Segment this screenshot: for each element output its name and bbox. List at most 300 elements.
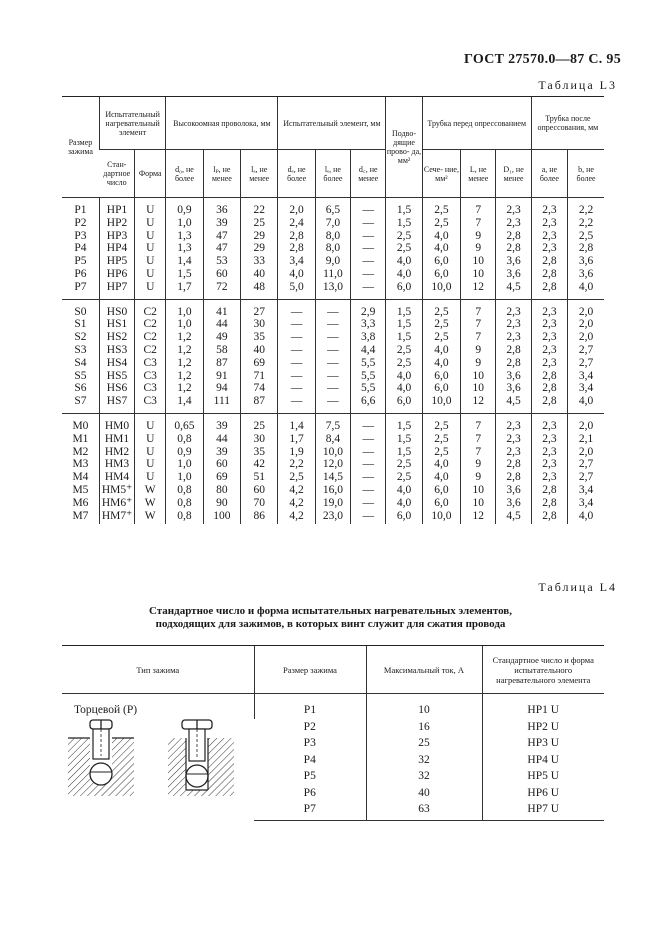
cell-form: W (135, 497, 166, 510)
cell-size: P4 (303, 753, 316, 766)
cell-lead: 1,5 (386, 299, 422, 318)
table-row (62, 458, 604, 471)
cell-a: 2,3 (531, 318, 567, 331)
cell-le: 7,5 (315, 413, 350, 432)
cell-section: 2,5 (422, 198, 460, 217)
cell-form: U (135, 268, 166, 281)
cell-de: — (278, 382, 315, 395)
cell-lead: 6,0 (386, 395, 422, 413)
cell-form: U (135, 198, 166, 217)
table-l4-label: Таблица L4 (538, 580, 617, 594)
table-row (62, 318, 604, 331)
cell-form: U (135, 433, 166, 446)
cell-D1: 2,8 (496, 344, 531, 357)
cell-std-number: HS0 (99, 299, 134, 318)
cell-d0: 1,3 (166, 242, 203, 255)
cell-le: 13,0 (315, 281, 350, 299)
cell-L: 9 (461, 458, 496, 471)
table-row (62, 331, 604, 344)
cell-lp: 39 (203, 217, 240, 230)
cell-lp: 47 (203, 242, 240, 255)
cell-la: 87 (241, 395, 278, 413)
cell-L: 7 (461, 198, 496, 217)
cell-L: 7 (461, 331, 496, 344)
cell-section: 2,5 (422, 413, 460, 432)
cell-dc: 3,3 (351, 318, 386, 331)
cell-dc: — (351, 433, 386, 446)
cell-section: 4,0 (422, 230, 460, 243)
cell-dc: — (351, 497, 386, 510)
cell-b: 2,7 (568, 344, 604, 357)
cell-d0: 1,0 (166, 471, 203, 484)
cell-size: M7 (72, 509, 89, 522)
cell-la: 71 (241, 370, 278, 383)
cell-size: S0 (74, 305, 87, 318)
cell-lead: 2,5 (386, 230, 422, 243)
cell-a: 2,8 (531, 510, 567, 525)
cell-lead: 1,5 (386, 217, 422, 230)
cell-section: 10,0 (422, 510, 460, 525)
cell-size: P1 (254, 694, 366, 719)
cell-de: — (278, 318, 315, 331)
cell-dc: — (351, 242, 386, 255)
cell-de: 1,4 (278, 413, 315, 432)
table-l3-label: Таблица L3 (538, 78, 617, 92)
cell-max-current: 63 (366, 801, 482, 820)
cell-lead: 2,5 (386, 458, 422, 471)
cell-la: 25 (241, 413, 278, 432)
cell-lp: 44 (203, 433, 240, 446)
cell-size: S6 (74, 382, 87, 395)
cell-std-number: HS2 (99, 331, 134, 344)
hdr-L: L, не менее (461, 150, 496, 198)
cell-de: 2,2 (278, 458, 315, 471)
cell-lead: 4,0 (386, 484, 422, 497)
table-row (62, 198, 604, 217)
cell-lp: 44 (203, 318, 240, 331)
cell-L: 10 (461, 484, 496, 497)
cell-la: 29 (241, 242, 278, 255)
cell-dc: 3,8 (351, 331, 386, 344)
cell-lead: 4,0 (386, 268, 422, 281)
cell-le: 10,0 (315, 446, 350, 459)
hdr-D1: D₁, не менее (496, 150, 531, 198)
cell-size: P6 (303, 786, 316, 799)
cell-le: 8,0 (315, 242, 350, 255)
cell-section: 6,0 (422, 255, 460, 268)
cell-de: — (278, 331, 315, 344)
cell-lp: 87 (203, 357, 240, 370)
cell-la: 35 (241, 446, 278, 459)
cell-lp: 91 (203, 370, 240, 383)
table-row (62, 694, 604, 719)
cell-a: 2,8 (531, 370, 567, 383)
cell-form: C3 (135, 395, 166, 413)
cell-le: 12,0 (315, 458, 350, 471)
table-row (62, 382, 604, 395)
cell-std-number: HM7⁺ (99, 510, 134, 525)
table-row (62, 484, 604, 497)
cell-size: M0 (72, 419, 89, 432)
cell-a: 2,3 (531, 217, 567, 230)
cell-lead: 2,5 (386, 242, 422, 255)
cell-dc: — (351, 281, 386, 299)
cell-section: 10,0 (422, 281, 460, 299)
cell-max-current: 25 (366, 735, 482, 752)
hdr-b: b, не более (568, 150, 604, 198)
cell-size: S7 (62, 395, 99, 413)
cell-D1: 2,3 (496, 433, 531, 446)
cell-form: C2 (135, 299, 166, 318)
cell-d0: 0,65 (166, 413, 203, 432)
cell-std-number: HP5 (99, 255, 134, 268)
cell-D1: 4,5 (496, 281, 531, 299)
cell-d0: 1,0 (166, 217, 203, 230)
cell-std-number: HS1 (99, 318, 134, 331)
cell-lp: 60 (203, 268, 240, 281)
cell-std-element: HP4 U (482, 752, 604, 769)
cell-a: 2,3 (531, 242, 567, 255)
cell-std-number: HS7 (99, 395, 134, 413)
cell-b: 4,0 (568, 510, 604, 525)
cell-le: 6,5 (315, 198, 350, 217)
page-header: ГОСТ 27570.0—87 С. 95 (464, 52, 621, 67)
cell-le: — (315, 395, 350, 413)
table-row (62, 344, 604, 357)
hdr-section: Сече- ние, мм² (422, 150, 460, 198)
cell-section: 2,5 (422, 217, 460, 230)
cell-de: 2,0 (278, 198, 315, 217)
cell-L: 9 (461, 242, 496, 255)
cell-size: P1 (74, 204, 87, 216)
cell-size: P2 (74, 216, 87, 229)
cell-lp: 49 (203, 331, 240, 344)
cell-std-number: HM5⁺ (99, 484, 134, 497)
cell-section: 2,5 (422, 331, 460, 344)
cell-section: 2,5 (422, 318, 460, 331)
cell-size: P6 (74, 267, 87, 280)
cell-lead: 2,5 (386, 357, 422, 370)
cell-size: M6 (72, 496, 89, 509)
cell-lp: 100 (203, 510, 240, 525)
cell-lead: 6,0 (386, 281, 422, 299)
cell-lp: 80 (203, 484, 240, 497)
cell-std-number: HS3 (99, 344, 134, 357)
cell-std-number: HM0 (99, 413, 134, 432)
cell-size: P3 (303, 737, 316, 749)
cell-a: 2,3 (531, 230, 567, 243)
cell-size: P5 (303, 770, 316, 782)
cell-lp: 94 (203, 382, 240, 395)
cell-L: 10 (461, 370, 496, 383)
cell-form: W (135, 510, 166, 525)
cell-max-current: 40 (366, 785, 482, 802)
hdr-lp: lₚ, не менее (203, 150, 240, 198)
cell-le: 23,0 (315, 510, 350, 525)
cell-la: 33 (241, 255, 278, 268)
cell-d0: 1,5 (166, 268, 203, 281)
cell-section: 6,0 (422, 484, 460, 497)
cell-L: 9 (461, 344, 496, 357)
cell-dc: — (351, 458, 386, 471)
cell-dc: 2,9 (351, 299, 386, 318)
cell-a: 2,8 (531, 395, 567, 413)
cell-section: 4,0 (422, 357, 460, 370)
cell-le: — (315, 318, 350, 331)
cell-de: — (278, 344, 315, 357)
cell-form: U (135, 230, 166, 243)
cell-d0: 1,2 (166, 357, 203, 370)
cell-form: C2 (135, 331, 166, 344)
cell-std-number: HM6⁺ (99, 497, 134, 510)
cell-dc: 6,6 (351, 395, 386, 413)
cell-la: 22 (241, 198, 278, 217)
cell-dc: — (351, 255, 386, 268)
cell-la: 30 (241, 318, 278, 331)
cell-d0: 1,4 (166, 255, 203, 268)
cell-std-number: HM1 (99, 433, 134, 446)
cell-section: 4,0 (422, 242, 460, 255)
cell-size: M4 (72, 471, 89, 484)
hdr-std-number: Стан- дартное число (99, 150, 134, 198)
cell-lead: 1,5 (386, 433, 422, 446)
cell-a: 2,8 (531, 497, 567, 510)
cell-section: 2,5 (422, 299, 460, 318)
cell-b: 3,6 (568, 268, 604, 281)
cell-section: 2,5 (422, 446, 460, 459)
cell-la: 40 (241, 344, 278, 357)
cell-form: C3 (135, 382, 166, 395)
table-row (62, 471, 604, 484)
cell-b: 2,8 (568, 242, 604, 255)
table-row (62, 299, 604, 318)
cell-a: 2,3 (531, 357, 567, 370)
table-l4 (62, 645, 604, 821)
cell-b: 2,0 (568, 318, 604, 331)
hdr-std-element: Стандартное число и форма испытательного нагревательного элемента (482, 646, 604, 694)
cell-L: 12 (461, 395, 496, 413)
cell-L: 10 (461, 255, 496, 268)
cell-de: 4,2 (278, 484, 315, 497)
cell-lead: 4,0 (386, 382, 422, 395)
cell-std-element: HP7 U (482, 801, 604, 820)
cell-form: U (135, 242, 166, 255)
cell-le: 19,0 (315, 497, 350, 510)
cell-dc: — (351, 217, 386, 230)
cell-D1: 3,6 (496, 268, 531, 281)
cell-la: 35 (241, 331, 278, 344)
cell-D1: 2,3 (496, 446, 531, 459)
cell-size: S5 (74, 369, 87, 382)
cell-de: 2,8 (278, 242, 315, 255)
cell-le: 7,0 (315, 217, 350, 230)
cell-d0: 1,0 (166, 458, 203, 471)
cell-std-number: HM2 (99, 446, 134, 459)
cell-form: C3 (135, 357, 166, 370)
table-row (62, 413, 604, 432)
cell-std-number: HP2 (99, 217, 134, 230)
cell-std-number: HS6 (99, 382, 134, 395)
cell-lp: 58 (203, 344, 240, 357)
cell-le: — (315, 370, 350, 383)
cell-std-element: HP2 U (482, 719, 604, 736)
cell-le: 16,0 (315, 484, 350, 497)
cell-le: — (315, 382, 350, 395)
cell-std-number: HM4 (99, 471, 134, 484)
cell-lp: 69 (203, 471, 240, 484)
cell-b: 2,7 (568, 357, 604, 370)
cell-dc: — (351, 198, 386, 217)
cell-lead: 4,0 (386, 497, 422, 510)
hdr-form: Форма (135, 150, 166, 198)
hdr-lead-wires: Подво- дящие прово- да, мм² (386, 97, 422, 198)
cell-section: 4,0 (422, 471, 460, 484)
cell-a: 2,8 (531, 255, 567, 268)
table-l4-caption-line2: подходящих для зажимов, в которых винт служит для сжатия провода (155, 618, 506, 630)
hdr-wire: Высокоомная проволока, мм (166, 97, 278, 150)
hdr-d0: d₀, не более (166, 150, 203, 198)
cell-std-element: HP6 U (482, 785, 604, 802)
table-l3 (62, 96, 604, 524)
cell-b: 2,0 (568, 299, 604, 318)
cell-std-number: HP1 (99, 198, 134, 217)
cell-de: 3,4 (278, 255, 315, 268)
cell-a: 2,8 (531, 484, 567, 497)
cell-std-number: HS5 (99, 370, 134, 383)
cell-de: — (278, 357, 315, 370)
cell-form: C3 (135, 370, 166, 383)
cell-la: 86 (241, 510, 278, 525)
cell-D1: 2,3 (496, 299, 531, 318)
cell-D1: 3,6 (496, 370, 531, 383)
cell-L: 7 (461, 299, 496, 318)
cell-dc: — (351, 471, 386, 484)
cell-form: C2 (135, 318, 166, 331)
cell-de: — (278, 299, 315, 318)
cell-size: P7 (254, 801, 366, 820)
cell-D1: 4,5 (496, 510, 531, 525)
cell-D1: 2,8 (496, 471, 531, 484)
cell-lp: 53 (203, 255, 240, 268)
table-row (62, 281, 604, 299)
table-l3-body (62, 198, 604, 525)
cell-D1: 4,5 (496, 395, 531, 413)
cell-D1: 2,3 (496, 413, 531, 432)
cell-std-number: HP3 (99, 230, 134, 243)
cell-form: W (135, 484, 166, 497)
cell-la: 25 (241, 217, 278, 230)
cell-a: 2,3 (531, 458, 567, 471)
cell-L: 12 (461, 510, 496, 525)
cell-b: 2,2 (568, 217, 604, 230)
cell-la: 69 (241, 357, 278, 370)
cell-de: 2,4 (278, 217, 315, 230)
cell-L: 7 (461, 413, 496, 432)
cell-size: S1 (74, 318, 87, 331)
cell-de: 2,5 (278, 471, 315, 484)
cell-d0: 0,9 (166, 446, 203, 459)
cell-de: 1,7 (278, 433, 315, 446)
table-row (62, 217, 604, 230)
cell-D1: 2,3 (496, 198, 531, 217)
cell-de: — (278, 395, 315, 413)
cell-size: M5 (72, 483, 89, 496)
cell-le: — (315, 344, 350, 357)
table-row (62, 230, 604, 243)
cell-dc: — (351, 510, 386, 525)
cell-form: U (135, 458, 166, 471)
cell-dc: — (351, 230, 386, 243)
cell-form: U (135, 446, 166, 459)
cell-section: 6,0 (422, 382, 460, 395)
table-row (62, 433, 604, 446)
hdr-tube-after: Трубка после опрессования, мм (531, 97, 604, 150)
cell-a: 2,3 (531, 198, 567, 217)
cell-lead: 2,5 (386, 471, 422, 484)
cell-a: 2,8 (531, 268, 567, 281)
cell-le: 14,5 (315, 471, 350, 484)
cell-max-current: 32 (366, 752, 482, 769)
table-row (62, 268, 604, 281)
hdr-heater: Испытательный нагревательный элемент (99, 97, 165, 150)
cell-a: 2,3 (531, 299, 567, 318)
cell-de: 4,0 (278, 268, 315, 281)
cell-dc: — (351, 413, 386, 432)
table-row (62, 446, 604, 459)
cell-lead: 1,5 (386, 413, 422, 432)
cell-a: 2,3 (531, 344, 567, 357)
cell-d0: 1,7 (166, 281, 203, 299)
cell-a: 2,3 (531, 446, 567, 459)
cell-lp: 47 (203, 230, 240, 243)
cell-form: U (135, 281, 166, 299)
cell-lp: 90 (203, 497, 240, 510)
cell-section: 4,0 (422, 458, 460, 471)
cell-de: 2,8 (278, 230, 315, 243)
cell-L: 9 (461, 357, 496, 370)
cell-le: 8,0 (315, 230, 350, 243)
cell-a: 2,3 (531, 471, 567, 484)
table-l4-body (62, 694, 604, 821)
cell-L: 9 (461, 230, 496, 243)
cell-de: — (278, 370, 315, 383)
cell-lead: 1,5 (386, 198, 422, 217)
cell-a: 2,8 (531, 281, 567, 299)
cell-lead: 6,0 (386, 510, 422, 525)
cell-section: 6,0 (422, 497, 460, 510)
cell-d0: 0,8 (166, 484, 203, 497)
cell-terminal-type: Торцевой (Р) (74, 704, 138, 716)
cell-D1: 3,6 (496, 255, 531, 268)
cell-b: 2,0 (568, 413, 604, 432)
hdr-terminal-type: Тип зажима (62, 646, 254, 694)
cell-std-element: HP1 U (482, 694, 604, 719)
table-row (62, 510, 604, 525)
cell-d0: 0,8 (166, 510, 203, 525)
cell-lead: 1,5 (386, 446, 422, 459)
cell-L: 7 (461, 217, 496, 230)
cell-d0: 1,2 (166, 370, 203, 383)
cell-D1: 3,6 (496, 484, 531, 497)
cell-D1: 2,3 (496, 217, 531, 230)
cell-d0: 1,2 (166, 382, 203, 395)
cell-section: 10,0 (422, 395, 460, 413)
cell-L: 9 (461, 471, 496, 484)
cell-size: P3 (74, 229, 87, 242)
cell-b: 3,4 (568, 497, 604, 510)
cell-dc: — (351, 268, 386, 281)
cell-de: 4,2 (278, 497, 315, 510)
